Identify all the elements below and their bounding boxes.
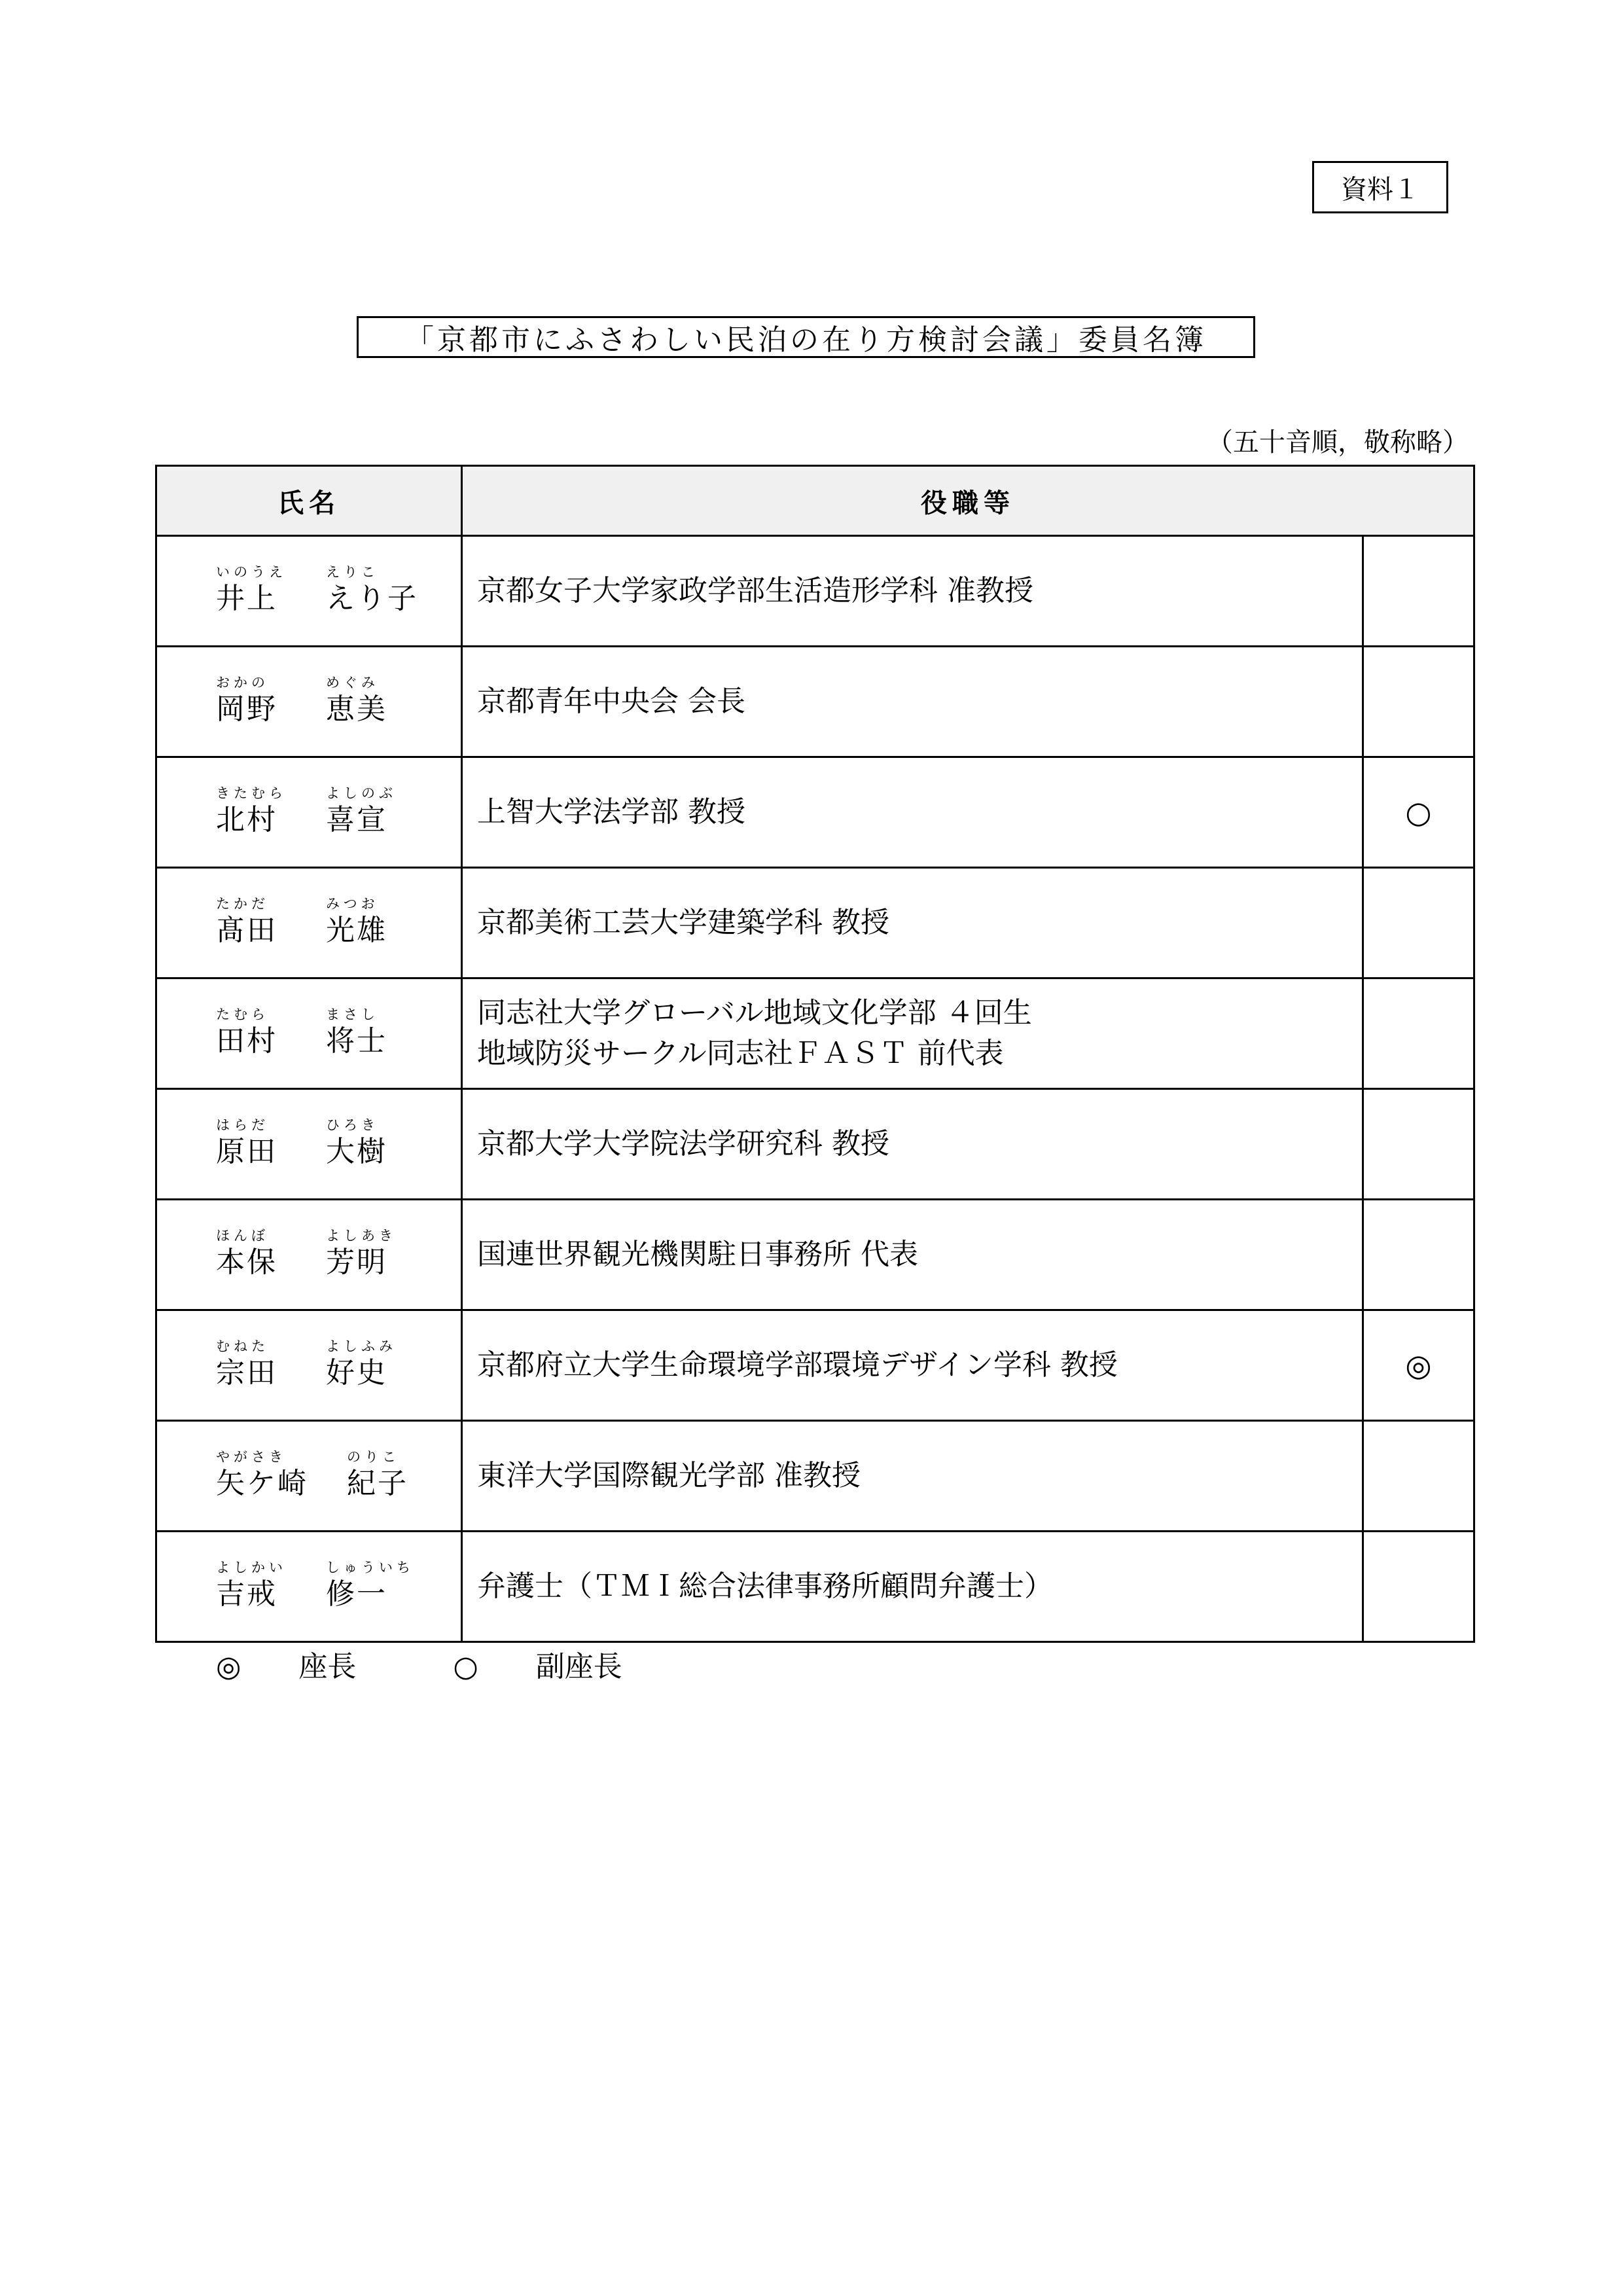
member-position-cell: [462, 978, 1363, 1089]
member-mark-cell: [1363, 1200, 1474, 1310]
given-name-kanji: 修一: [326, 1577, 387, 1611]
legend-vice-label: 副座長: [535, 1650, 622, 1683]
family-name-kana: きたむら: [216, 785, 287, 801]
family-name-kanji: 岡野: [216, 692, 277, 726]
given-name-kanji: 恵美: [326, 692, 387, 726]
member-name-cell: [156, 1200, 462, 1310]
order-note: （五十音順，敬称略）: [1207, 427, 1469, 457]
given-name: [326, 1007, 387, 1059]
member-name-cell: [156, 1089, 462, 1200]
position-text: 京都府立大学生命環境学部環境デザイン学科 教授: [477, 1348, 1118, 1382]
member-position-cell: [462, 647, 1363, 757]
family-name-kana: たむら: [216, 1007, 269, 1022]
legend-chair-label: 座長: [298, 1650, 357, 1683]
family-name: [216, 1228, 277, 1280]
family-name-kanji: 髙田: [216, 914, 277, 947]
member-mark-cell: [1363, 1532, 1474, 1642]
family-name-kanji: 矢ケ崎: [216, 1467, 308, 1500]
family-name-kanji: 井上: [216, 582, 277, 615]
table-row: [156, 1089, 1474, 1200]
member-mark-cell: ○: [1363, 757, 1474, 868]
table-row: [156, 868, 1474, 978]
family-name-kanji: 本保: [216, 1246, 277, 1279]
position-text: 東洋大学国際観光学部 准教授: [477, 1459, 861, 1492]
family-name: [216, 564, 287, 617]
table-row: [156, 536, 1474, 647]
table-header-row: [156, 466, 1474, 536]
family-name: [216, 785, 287, 838]
table-row: [156, 1532, 1474, 1642]
given-name-kanji: 紀子: [347, 1467, 408, 1500]
given-name-kanji: 好史: [326, 1356, 387, 1390]
legend-vice-mark: ○: [453, 1650, 478, 1683]
family-name: [216, 1117, 277, 1170]
given-name-kana: めぐみ: [326, 675, 379, 691]
member-position-cell: [462, 1310, 1363, 1421]
given-name: [347, 1449, 408, 1501]
family-name-kana: むねた: [216, 1338, 269, 1354]
given-name-kanji: 喜宣: [326, 803, 387, 836]
member-mark-cell: ◎: [1363, 1310, 1474, 1421]
given-name-kana: まさし: [326, 1007, 379, 1022]
member-mark-cell: [1363, 978, 1474, 1089]
member-mark-cell: [1363, 536, 1474, 647]
position-text: 京都青年中央会 会長: [477, 685, 745, 718]
header-name: 氏名: [156, 466, 462, 536]
given-name: [326, 1560, 414, 1612]
family-name: [216, 1338, 277, 1391]
family-name-kanji: 宗田: [216, 1356, 277, 1390]
member-mark-cell: [1363, 647, 1474, 757]
table-row: [156, 978, 1474, 1089]
member-name-cell: [156, 1310, 462, 1421]
family-name: [216, 896, 277, 948]
given-name-kana: しゅういち: [326, 1560, 414, 1575]
given-name-kana: ひろき: [326, 1117, 379, 1133]
position-text: 上智大学法学部 教授: [477, 795, 745, 829]
legend-chair-mark: ◎: [216, 1650, 241, 1683]
page-title: 「京都市にふさわしい民泊の在り方検討会議」委員名簿: [357, 316, 1255, 358]
given-name-kana: よしのぶ: [326, 785, 397, 801]
family-name-kana: ほんぼ: [216, 1228, 269, 1244]
member-name-cell: [156, 1532, 462, 1642]
position-text: 京都女子大学家政学部生活造形学科 准教授: [477, 574, 1033, 607]
given-name-kanji: 光雄: [326, 914, 387, 947]
member-mark-cell: [1363, 868, 1474, 978]
given-name-kana: よしあき: [326, 1228, 397, 1244]
family-name: [216, 1007, 277, 1059]
given-name: [326, 1228, 397, 1280]
header-position: 役職等: [462, 466, 1474, 536]
given-name: [326, 896, 387, 948]
table-row: [156, 1310, 1474, 1421]
family-name-kanji: 北村: [216, 803, 277, 836]
family-name-kana: よしかい: [216, 1560, 287, 1575]
member-mark-cell: [1363, 1089, 1474, 1200]
position-text: 国連世界観光機関駐日事務所 代表: [477, 1238, 918, 1271]
given-name-kanji: 芳明: [326, 1246, 387, 1279]
member-position-cell: [462, 1200, 1363, 1310]
family-name-kana: いのうえ: [216, 564, 287, 580]
document-label: 資料１: [1312, 161, 1448, 213]
given-name-kanji: 将士: [326, 1024, 387, 1058]
member-name-cell: [156, 757, 462, 868]
member-name-cell: [156, 868, 462, 978]
given-name: [326, 785, 397, 838]
family-name-kana: やがさき: [216, 1449, 287, 1465]
given-name-kanji: えり子: [326, 582, 418, 615]
member-position-cell: [462, 536, 1363, 647]
given-name-kana: よしふみ: [326, 1338, 397, 1354]
member-name-cell: [156, 978, 462, 1089]
family-name-kana: おかの: [216, 675, 269, 691]
member-name-cell: [156, 1421, 462, 1532]
member-table: [155, 465, 1475, 1643]
table-body: [156, 536, 1474, 1642]
table-row: [156, 1421, 1474, 1532]
family-name-kanji: 原田: [216, 1135, 277, 1168]
position-text: 京都美術工芸大学建築学科 教授: [477, 906, 889, 939]
table-row: [156, 647, 1474, 757]
family-name-kanji: 田村: [216, 1024, 277, 1058]
family-name: [216, 675, 277, 727]
member-position-cell: [462, 868, 1363, 978]
given-name: [326, 1338, 397, 1391]
legend: [216, 1643, 622, 1685]
member-name-cell: [156, 647, 462, 757]
given-name: [326, 1117, 387, 1170]
family-name-kanji: 吉戒: [216, 1577, 277, 1611]
member-name-cell: [156, 536, 462, 647]
given-name-kana: みつお: [326, 896, 379, 912]
family-name: [216, 1449, 308, 1501]
position-text: 同志社大学グローバル地域文化学部 ４回生: [477, 996, 1032, 1030]
position-text: 弁護士（ＴＭＩ総合法律事務所顧問弁護士）: [477, 1570, 1053, 1603]
table-row: [156, 1200, 1474, 1310]
member-position-cell: [462, 1089, 1363, 1200]
given-name-kanji: 大樹: [326, 1135, 387, 1168]
given-name-kana: のりこ: [347, 1449, 400, 1465]
position-text: 京都大学大学院法学研究科 教授: [477, 1127, 889, 1160]
position-text: 地域防災サークル同志社ＦＡＳＴ 前代表: [477, 1037, 1004, 1070]
family-name: [216, 1560, 287, 1612]
given-name: [326, 675, 387, 727]
member-mark-cell: [1363, 1421, 1474, 1532]
given-name: [326, 564, 418, 617]
member-position-cell: [462, 1532, 1363, 1642]
table-row: [156, 757, 1474, 868]
member-position-cell: [462, 1421, 1363, 1532]
given-name-kana: えりこ: [326, 564, 379, 580]
family-name-kana: たかだ: [216, 896, 269, 912]
member-position-cell: [462, 757, 1363, 868]
family-name-kana: はらだ: [216, 1117, 269, 1133]
